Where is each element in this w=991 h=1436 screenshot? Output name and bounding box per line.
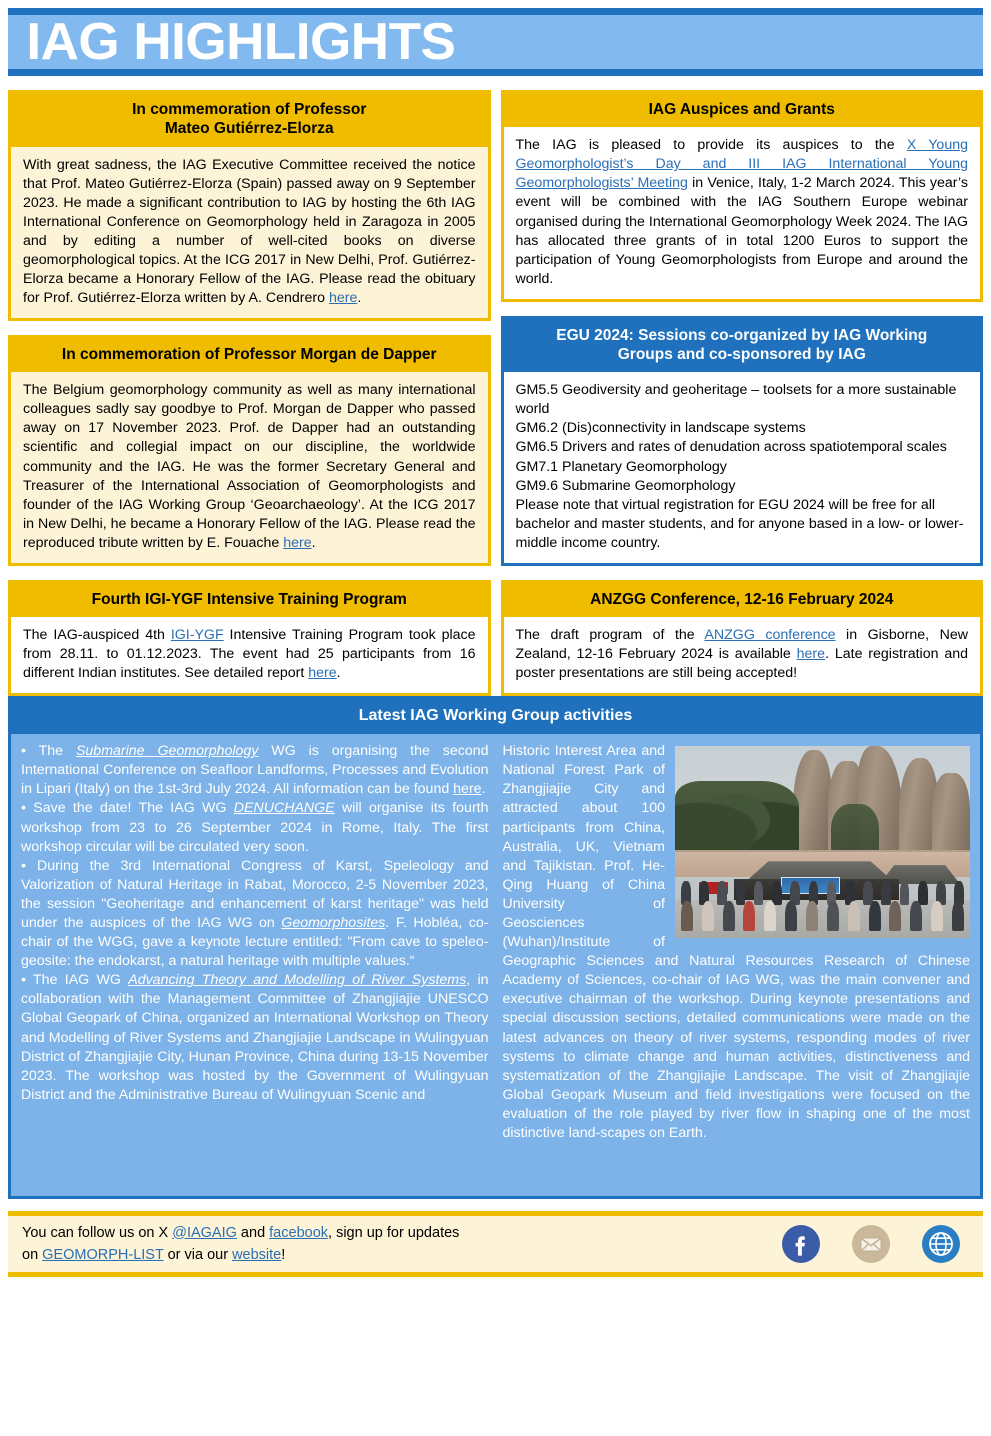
card-body bbox=[11, 147, 488, 318]
body-text: With great sadness, the IAG Executive Committee received the notice that Prof. Mateo Gutiérrez-Elorza (Spain) passed away on 9 September 2023. He made a significant contribution to IAG by hosting the 6th IAG International Conference on Geomorphology held in Zaragoza in 2005 and by editing a number of well-cited books on diverse geomorphological topics. At the ICG 2017 in New Delhi, Prof. Gutiérrez-Elorza became a Honorary Fellow of the IAG. Please read the obituary for Prof. Gutiérrez-Elorza written by A. Cendrero bbox=[23, 156, 476, 306]
body-text-end: . bbox=[311, 534, 316, 551]
participants-front-row bbox=[681, 901, 964, 932]
body-text-end: . bbox=[336, 665, 341, 682]
footer-text-post-2: ! bbox=[281, 1247, 286, 1264]
session-item: GM7.1 Planetary Geomorphology bbox=[515, 458, 727, 475]
link-website[interactable]: website bbox=[232, 1247, 282, 1264]
link-conference-here[interactable]: here bbox=[453, 781, 482, 798]
heading-line-2: Mateo Gutiérrez-Elorza bbox=[164, 120, 334, 138]
card-header: In commemoration of Professor Morgan de Dapper bbox=[11, 338, 488, 372]
person bbox=[952, 901, 964, 932]
person bbox=[681, 901, 693, 932]
workshop-group-photo bbox=[675, 746, 970, 938]
link-geomorph-list[interactable]: GEOMORPH-LIST bbox=[42, 1247, 164, 1264]
page-title: IAG HIGHLIGHTS bbox=[26, 13, 456, 71]
cards-grid bbox=[8, 90, 983, 696]
session-item: GM6.2 (Dis)connectivity in landscape systems bbox=[515, 420, 806, 437]
card-egu-2024-sessions bbox=[501, 316, 984, 566]
session-item: GM9.6 Submarine Geomorphology bbox=[515, 477, 736, 494]
card-igi-ygf-training bbox=[8, 580, 491, 696]
card-body bbox=[504, 372, 981, 562]
person bbox=[806, 901, 818, 932]
link-program-here[interactable]: here bbox=[796, 646, 826, 663]
person bbox=[869, 901, 881, 932]
card-body bbox=[504, 617, 981, 693]
bullet-4-pre: • The IAG WG bbox=[21, 972, 129, 989]
card-commemoration-gutierrez bbox=[8, 90, 491, 321]
left-column bbox=[8, 90, 491, 696]
body-text: The IAG is pleased to provide its auspices to the bbox=[515, 137, 907, 154]
session-item: GM6.5 Drivers and rates of denudation across spatiotemporal scales bbox=[515, 439, 947, 456]
link-report-here[interactable]: here bbox=[308, 665, 337, 682]
egu-registration-note: Please note that virtual registration for EGU 2024 will be free for all bachelor and master students, and for anyone based in a low- or lower-middle income country. bbox=[515, 496, 964, 551]
section-header: Latest IAG Working Group activities bbox=[11, 699, 980, 734]
email-icon[interactable] bbox=[851, 1224, 891, 1264]
right-column bbox=[501, 90, 984, 696]
card-header: Fourth IGI-YGF Intensive Training Program bbox=[11, 583, 488, 617]
heading-line-1: In commemoration of Professor bbox=[132, 101, 367, 118]
body-text-2: in Gisborne, New Zealand, 12-16 February 2024 is available bbox=[515, 627, 968, 663]
globe-icon[interactable] bbox=[921, 1224, 961, 1264]
bullet-1-post: . bbox=[481, 781, 486, 798]
footer bbox=[8, 1211, 983, 1277]
link-igi-ygf[interactable]: IGI-YGF bbox=[170, 627, 224, 644]
body-text-2: Intensive Training Program took place from 28.11. to 01.12.2023. The event had 25 participants from 16 different Indian institutes. See detailed report bbox=[23, 627, 476, 682]
card-anzgg-conference bbox=[501, 580, 984, 696]
link-facebook[interactable]: facebook bbox=[269, 1224, 329, 1241]
footer-text bbox=[22, 1222, 459, 1267]
body-text-end: . Late registration and poster presentations are still being accepted! bbox=[515, 646, 969, 682]
bullet-2-pre: • Save the date! The IAG WG bbox=[21, 800, 234, 817]
body-text: The Belgium geomorphology community as well as many international colleagues sadly say goodbye to Prof. Morgan de Dapper who passed away on 17 November 2023. Prof. de Dapper had an outstanding scientific and collegial impact on our discipline, the worldwide community and the IAG. He was the former Secretary General and Treasurer of the International Association of Geomorphologists and founder of the IAG Working Group ‘Geoarchaeology’. At the ICG 2017 in New Delhi, he became a Honorary Fellow of the IAG. Please read the reproduced tribute written by E. Fouache bbox=[23, 382, 476, 551]
link-submarine-geomorphology[interactable]: Submarine Geomorphology bbox=[75, 743, 259, 760]
footer-text-post: , sign up for updates bbox=[328, 1224, 460, 1241]
card-body bbox=[504, 127, 981, 298]
card-header: IAG Auspices and Grants bbox=[504, 93, 981, 127]
card-auspices-grants bbox=[501, 90, 984, 302]
card-commemoration-dapper bbox=[8, 335, 491, 566]
person bbox=[889, 901, 901, 932]
link-tribute-here[interactable]: here bbox=[283, 534, 312, 551]
footer-line-1 bbox=[22, 1222, 459, 1244]
body-text: The draft program of the bbox=[515, 627, 705, 644]
wg-right-paragraph: Historic Interest Area and National Forest Park of Zhangjiajie City and attracted about 100 participants from China, Australia, UK, Vietnam and Tajikistan. Prof. He-Qing Huang of China University of Geosciences (Wuhan)/Institute of Geographic Sciences and Natural Resources Research of Chinese Academy of Sciences, co-chair of IAG WG, was the main convener and executive chairman of the workshop. During keynote presentations and special discussion sections, detailed communications were made on the latest advances on theory of river systems, responding modes of river systems to climate change and human activities, distinctiveness and systematization of the Zhangjiajie Landscape. The visit of Zhangjiajie Global Geopark Museum and field investigations were focused on the evaluation of the role played by river flow in shaping one of the most distinctive land-scapes on Earth. bbox=[502, 743, 970, 1141]
bullet-1-mid: WG is organising the second International Conference on Seafloor Landforms, Processes and Evolution in Lipari (Italy) on the 1st-3rd July 2024. All information can be found bbox=[21, 743, 489, 798]
footer-text-pre: You can follow us on X bbox=[22, 1224, 173, 1241]
link-geomorphosites[interactable]: Geomorphosites bbox=[281, 914, 386, 931]
link-young-geomorphologists-meeting[interactable]: X Young Geomorphologist’s Day and III IAG International Young Geomorphologists’ Meeting bbox=[515, 137, 968, 192]
footer-text-pre-2: on bbox=[22, 1247, 43, 1264]
footer-text-mid: and bbox=[236, 1224, 270, 1241]
body-text-end: in Venice, Italy, 1-2 March 2024. This year’s event will be combined with the IAG Southern Europe webinar organised during the International Geomorphology Week 2024. The IAG has allocated three grants of in total 1200 Euros to support the participation of Young Geomorphologists from Europe and around the world. bbox=[515, 175, 968, 287]
facebook-icon[interactable] bbox=[781, 1224, 821, 1264]
body-text-end: . bbox=[357, 289, 362, 306]
heading-line-2: Groups and co-sponsored by IAG bbox=[617, 346, 866, 363]
masthead bbox=[8, 8, 983, 76]
body-text: The IAG-auspiced 4th bbox=[23, 627, 171, 644]
footer-text-mid-2: or via our bbox=[163, 1247, 233, 1264]
bullet-4-post: , in collaboration with the Management Committee of Zhangjiajie UNESCO Global Geopark of China, organized an International Workshop on Theory and Modelling of River Systems and Zhangjiajie Landscape in Wulingyuan District of Zhangjiajie City, Hunan Province, China during 13-15 November 2023. The workshop was hosted by the Government of Wulingyuan District and the Administrative Bureau of Wulingyuan Scenic and bbox=[21, 972, 489, 1103]
link-x-handle[interactable]: @IAGAIG bbox=[172, 1224, 237, 1241]
person bbox=[785, 901, 797, 932]
session-item: GM5.5 Geodiversity and geoheritage – toolsets for a more sustainable world bbox=[515, 382, 957, 418]
wg-right-text bbox=[503, 742, 971, 1190]
card-body bbox=[11, 617, 488, 693]
wg-left-text bbox=[21, 742, 489, 1190]
working-group-activities-section bbox=[8, 696, 983, 1199]
person bbox=[931, 901, 943, 932]
card-header bbox=[504, 319, 981, 373]
link-river-systems-wg[interactable]: Advancing Theory and Modelling of River Systems bbox=[128, 972, 467, 989]
bullet-3-pre: • During the 3rd International Congress of Karst, Speleology and Valorization of Natural Heritage in Rabat, Morocco, 2-5 November 2023, the session "Geoheritage and enhancement of karst heritage" was held under the auspices of the IAG WG on bbox=[21, 857, 489, 931]
social-icons bbox=[781, 1224, 961, 1264]
heading-line-1: EGU 2024: Sessions co-organized by IAG Working bbox=[556, 326, 928, 344]
bullet-1-pre: • The bbox=[21, 743, 76, 760]
person bbox=[743, 901, 755, 932]
person bbox=[910, 901, 922, 932]
person bbox=[848, 901, 860, 932]
photo-zhangjiajie-group bbox=[675, 746, 970, 938]
person bbox=[764, 901, 776, 932]
link-obituary-here[interactable]: here bbox=[328, 289, 358, 306]
person bbox=[723, 901, 735, 932]
section-body bbox=[11, 734, 980, 1196]
footer-line-2 bbox=[22, 1244, 459, 1266]
person bbox=[827, 901, 839, 932]
bullet-2-post: will organise its fourth workshop from 23 to 26 September 2024 in Rome, Italy. The first workshop circular will be circulated very soon. bbox=[21, 800, 489, 855]
card-header: ANZGG Conference, 12-16 February 2024 bbox=[504, 583, 981, 617]
link-anzgg-conference[interactable]: ANZGG conference bbox=[704, 627, 836, 644]
person bbox=[702, 901, 714, 932]
link-denuchange[interactable]: DENUCHANGE bbox=[233, 800, 335, 817]
card-header bbox=[11, 93, 488, 147]
card-body bbox=[11, 372, 488, 562]
bullet-3-post: . F. Hobléa, co-chair of the WGG, gave a keynote lecture entitled: "From cave to speleo-geosite: the endokarst, a natural heritage with multiple values.“ bbox=[21, 914, 489, 970]
